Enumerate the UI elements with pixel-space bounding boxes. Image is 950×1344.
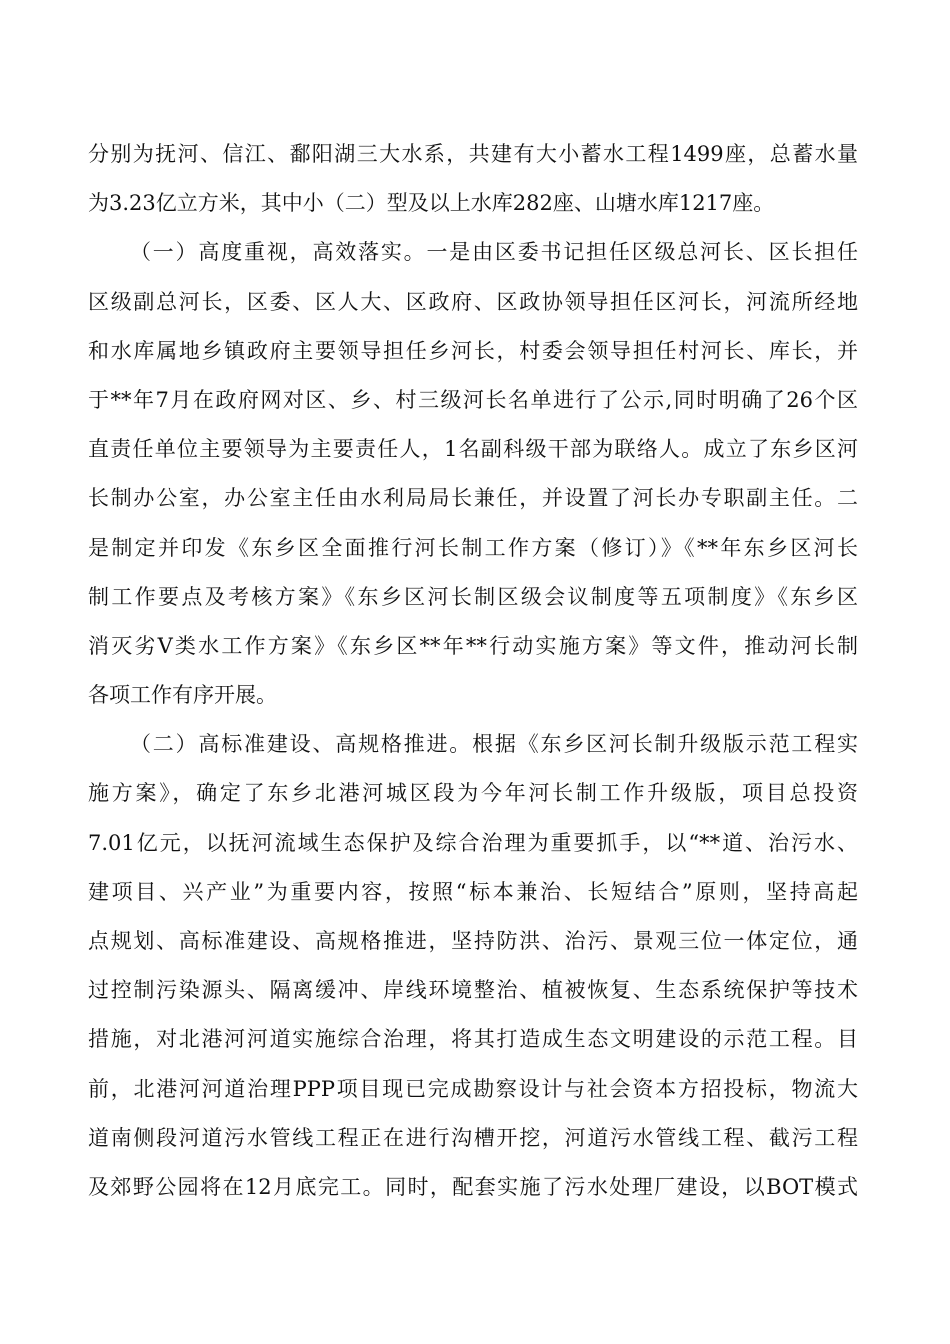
text-line: 各项工作有序开展。 [88,683,277,708]
text-line: 过控制污染源头、隔离缓冲、岸线环境整治、植被恢复、生态系统保护等技术 [88,978,858,1003]
text-line: 是制定并印发《东乡区全面推行河长制工作方案（修订）》《**年东乡区河长 [88,535,858,560]
text-line: 和水库属地乡镇政府主要领导担任乡河长，村委会领导担任村河长、库长，并 [88,338,858,363]
text-line: 建项目、兴产业”为重要内容，按照“标本兼治、长短结合”原则，坚持高起 [88,879,858,904]
text-line: 前，北港河河道治理PPP项目现已完成勘察设计与社会资本方招投标，物流大 [88,1076,858,1101]
text-line: 制工作要点及考核方案》《东乡区河长制区级会议制度等五项制度》《东乡区 [88,584,858,609]
body-text [88,130,858,1212]
text-line: 长制办公室，办公室主任由水利局局长兼任，并设置了河长办专职副主任。二 [88,486,858,511]
text-line: 为3.23亿立方米，其中小（二）型及以上水库282座、山塘水库1217座。 [88,191,775,216]
text-line: 直责任单位主要领导为主要责任人，1名副科级干部为联络人。成立了东乡区河 [88,437,858,462]
paragraph-heading-line: （二）高标准建设、高规格推进。根据《东乡区河长制升级版示范工程实 [130,732,858,757]
text-line: 措施，对北港河河道实施综合治理，将其打造成生态文明建设的示范工程。目 [88,1027,858,1052]
text-line: 分别为抚河、信江、鄱阳湖三大水系，共建有大小蓄水工程1499座，总蓄水量 [88,142,858,166]
text-line: 区级副总河长，区委、区人大、区政府、区政协领导担任区河长，河流所经地 [88,289,858,314]
text-line: 施方案》，确定了东乡北港河城区段为今年河长制工作升级版，项目总投资 [88,781,858,806]
text-line: 于**年7月在政府网对区、乡、村三级河长名单进行了公示,同时明确了26个区 [88,387,858,412]
text-line: 点规划、高标准建设、高规格推进，坚持防洪、治污、景观三位一体定位，通 [88,929,858,953]
text-line: 7.01亿元，以抚河流域生态保护及综合治理为重要抓手，以“**道、治污水、 [88,830,858,855]
text-line: 及郊野公园将在12月底完工。同时，配套实施了污水处理厂建设，以BOT模式 [88,1174,858,1199]
paragraph-heading-line: （一）高度重视，高效落实。一是由区委书记担任区级总河长、区长担任 [130,240,858,265]
text-line: 消灭劣Ⅴ类水工作方案》《东乡区**年**行动实施方案》等文件，推动河长制 [88,633,858,658]
text-line: 道南侧段河道污水管线工程正在进行沟槽开挖，河道污水管线工程、截污工程 [88,1125,858,1150]
